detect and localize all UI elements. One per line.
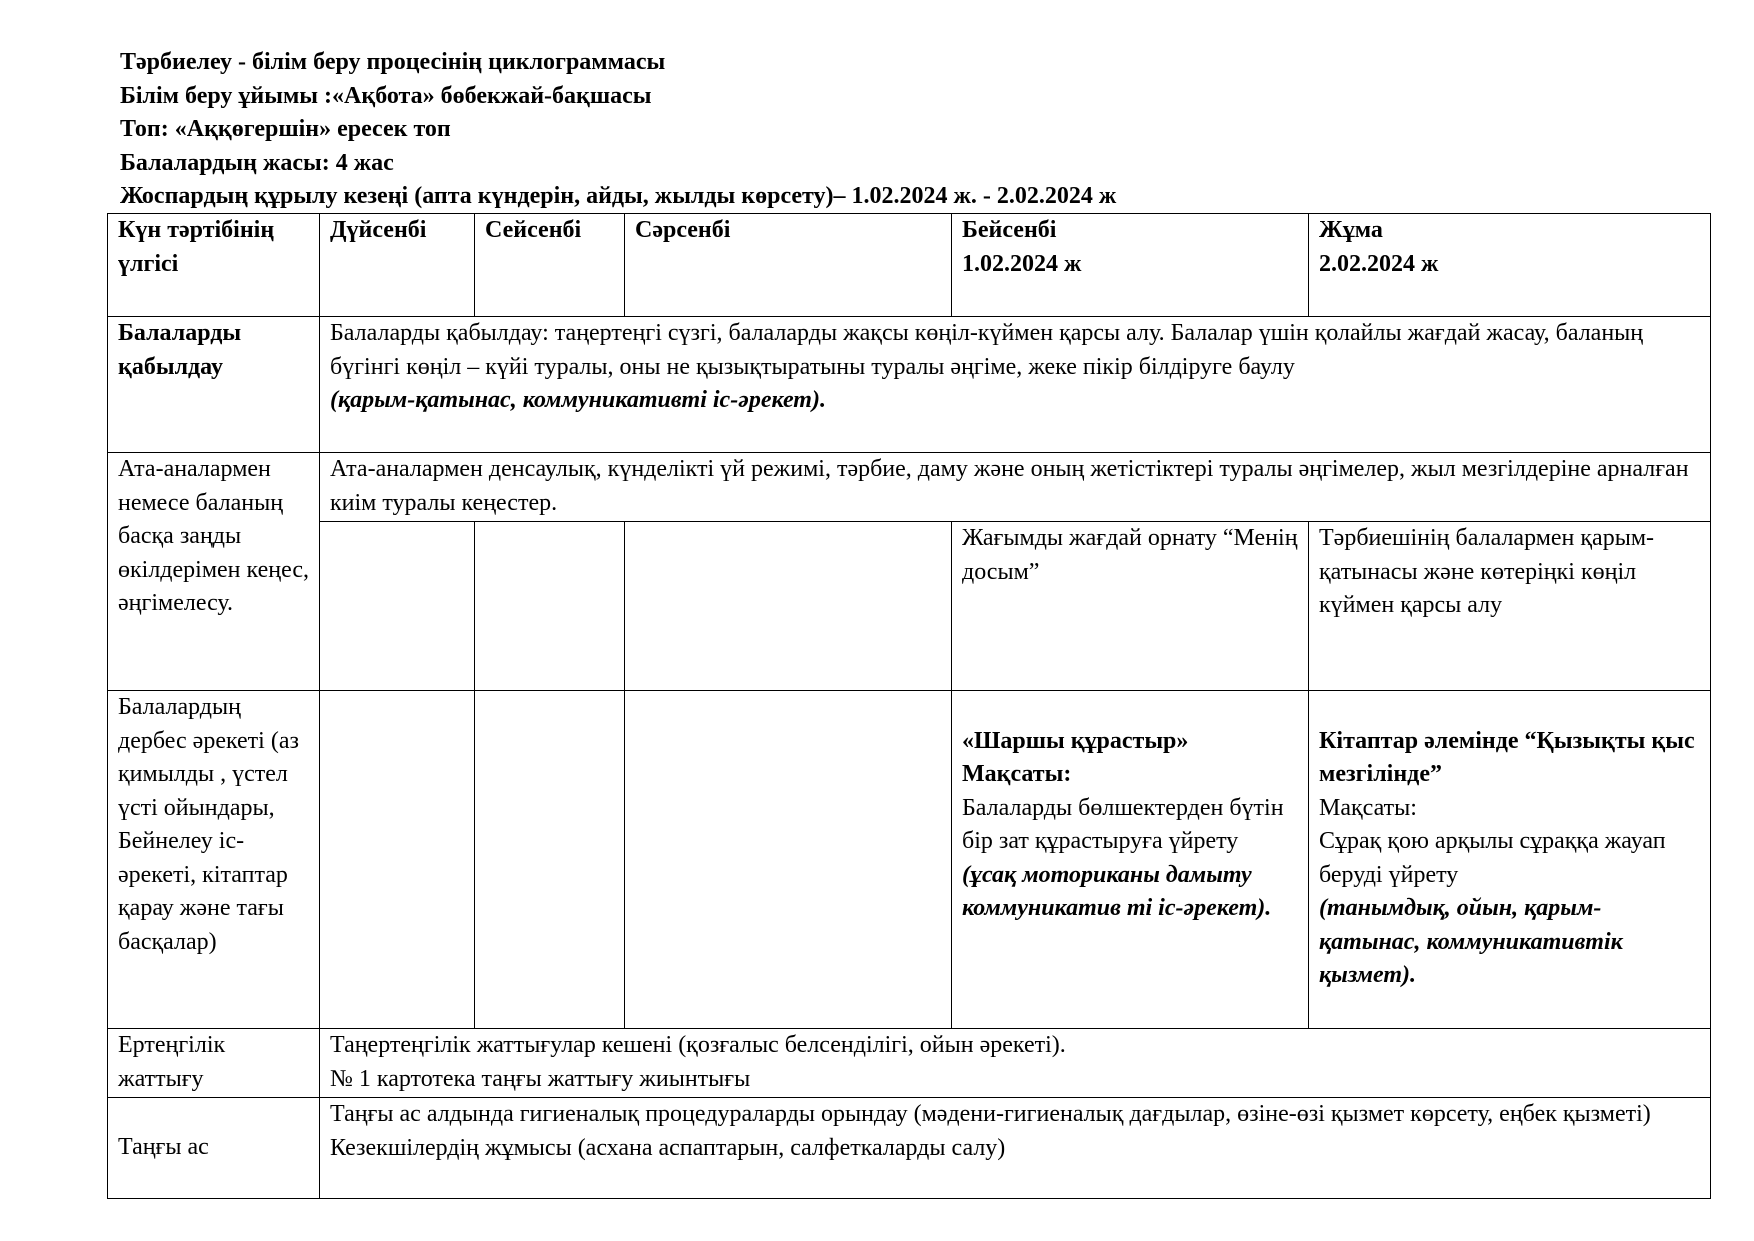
friday-date: 2.02.2024 ж	[1319, 250, 1439, 277]
row-label-reception: Балаларды қабылдау	[108, 317, 320, 453]
table-row	[108, 522, 1711, 691]
document-header	[120, 46, 1116, 214]
parents-thursday-cell: Жағымды жағдай орнату “Менің досым”	[952, 522, 1309, 691]
document-title: Тәрбиелеу - білім беру процесінің циклограммасы	[120, 49, 666, 75]
breakfast-cell	[320, 1098, 1711, 1199]
thursday-date: 1.02.2024 ж	[962, 250, 1082, 277]
header-cell-monday: Дүйсенбі	[320, 214, 475, 317]
thursday-activity-title: «Шаршы құрастыр»	[962, 727, 1189, 754]
friday-goal-label: Мақсаты:	[1319, 794, 1417, 821]
thursday-goal-text: Балаларды бөлшектерден бүтін бір зат құрастыруға үйрету	[962, 794, 1284, 854]
period-line: Жоспардың құрылу кезеңі (апта күндерін, айды, жылды көрсету)– 1.02.2024 ж. - 2.02.2024 ж	[120, 183, 1117, 209]
independent-wednesday-cell	[625, 691, 952, 1029]
row-label-parents: Ата-аналармен немесе баланың басқа заңды өкілдерімен кеңес, әңгімелесу.	[108, 453, 320, 691]
header-cell-tuesday: Сейсенбі	[475, 214, 625, 317]
header-cell-friday	[1309, 214, 1711, 317]
age-line: Балалардың жасы: 4 жас	[120, 149, 394, 176]
parents-wednesday-cell	[625, 522, 952, 691]
table-header-row	[108, 214, 1711, 317]
parents-friday-cell: Тәрбиешінің балалармен қарым-қатынасы және көтеріңкі көңіл күймен қарсы алу	[1309, 522, 1711, 691]
exercise-cell	[320, 1029, 1711, 1098]
table-row	[108, 1098, 1711, 1199]
header-cell-thursday	[952, 214, 1309, 317]
schedule-table	[107, 213, 1711, 1199]
thursday-goal-label: Мақсаты:	[962, 761, 1072, 787]
header-cell-routine: Күн тәртібінің үлгісі	[108, 214, 320, 317]
table-row	[108, 317, 1711, 453]
row-label-exercise: Ертеңгілік жаттығу	[108, 1029, 320, 1098]
friday-activity-title: Кітаптар әлемінде “Қызықты қыс мезгілінде”	[1319, 727, 1695, 787]
exercise-line-2: № 1 картотека таңғы жаттығу жиынтығы	[330, 1065, 751, 1092]
thursday-activity-type: (ұсақ моториканы дамыту коммуникатив ті іс-әрекет).	[962, 861, 1272, 921]
friday-activity-type: (танымдық, ойын, қарым-қатынас, коммуникативтік қызмет).	[1319, 895, 1623, 988]
reception-text: Балаларды қабылдау: таңертеңгі сүзгі, балаларды жақсы көңіл-күймен қарсы алу. Балалар үшін қолайлы жағдай жасау, баланың бүгінгі көңіл – күйі туралы, оны не қызықтыратыны туралы әңгіме, жеке пікір білдіруге баулу	[330, 320, 1644, 380]
group-line: Топ: «Аққөгершін» ересек топ	[120, 116, 451, 142]
row-label-independent: Балалардың дербес әрекеті (аз қимылды , үстел үсті ойындары, Бейнелеу іс-әрекеті, кітаптар қарау және тағы басқалар)	[108, 691, 320, 1029]
reception-activity: (қарым-қатынас, коммуникативті іс-әрекет).	[330, 387, 826, 413]
parents-tuesday-cell	[475, 522, 625, 691]
breakfast-line-1: Таңғы ас алдында гигиеналық процедураларды орындау (мәдени-гигиеналық дағдылар, өзіне-өзі қызмет көрсету, еңбек қызметі)	[330, 1101, 1651, 1127]
reception-cell	[320, 317, 1711, 453]
breakfast-line-2: Кезекшілердің жұмысы (асхана аспаптарын, салфеткаларды салу)	[330, 1134, 1006, 1161]
independent-thursday-cell	[952, 691, 1309, 1029]
independent-monday-cell	[320, 691, 475, 1029]
parents-monday-cell	[320, 522, 475, 691]
friday-label: Жұма	[1319, 217, 1383, 243]
independent-tuesday-cell	[475, 691, 625, 1029]
friday-goal-text: Сұрақ қою арқылы сұраққа жауап беруді үйрету	[1319, 828, 1666, 888]
independent-friday-cell	[1309, 691, 1711, 1029]
exercise-line-1: Таңертеңгілік жаттығулар кешені (қозғалыс белсенділігі, ойын әрекеті).	[330, 1032, 1066, 1058]
table-row	[108, 453, 1711, 522]
header-cell-wednesday: Сәрсенбі	[625, 214, 952, 317]
parents-cell: Ата-аналармен денсаулық, күнделікті үй режимі, тәрбие, даму және оның жетістіктері туралы әңгімелер, жыл мезгілдеріне арналған киім туралы кеңестер.	[320, 453, 1711, 522]
table-row	[108, 1029, 1711, 1098]
row-label-breakfast: Таңғы ас	[108, 1098, 320, 1199]
organization-line: Білім беру ұйымы :«Ақбота» бөбекжай-бақшасы	[120, 82, 652, 109]
table-row	[108, 691, 1711, 1029]
thursday-label: Бейсенбі	[962, 217, 1057, 243]
